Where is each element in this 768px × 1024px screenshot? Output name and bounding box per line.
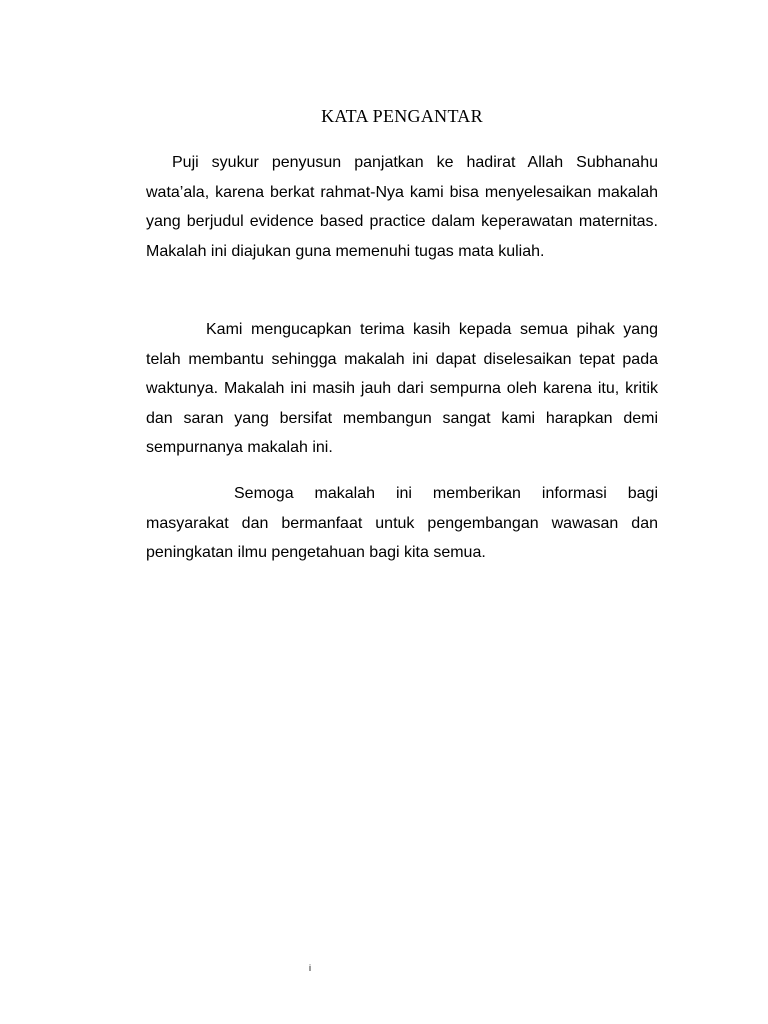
page-title: KATA PENGANTAR	[321, 106, 483, 126]
paragraph-3: Semoga makalah ini memberikan informasi bagi masyarakat dan bermanfaat untuk pengembangan wawasan dan peningkatan ilmu pengetahuan bagi kita semua.	[146, 485, 658, 562]
page-number: i	[309, 963, 311, 973]
paragraph-2: Kami mengucapkan terima kasih kepada semua pihak yang telah membantu sehingga makalah ini dapat diselesaikan tepat pada waktunya. Makalah ini masih jauh dari sempurna oleh karena itu, kritik dan saran yang bersifat membangun sangat kami harapkan demi sempurnanya makalah ini.	[146, 321, 658, 457]
paragraph-1: Puji syukur penyusun panjatkan ke hadirat Allah Subhanahu wata’ala, karena berkat rahmat-Nya kami bisa menyelesaikan makalah yang berjudul evidence based practice dalam keperawatan maternitas. Makalah ini diajukan guna memenuhi tugas mata kuliah.	[146, 154, 658, 260]
